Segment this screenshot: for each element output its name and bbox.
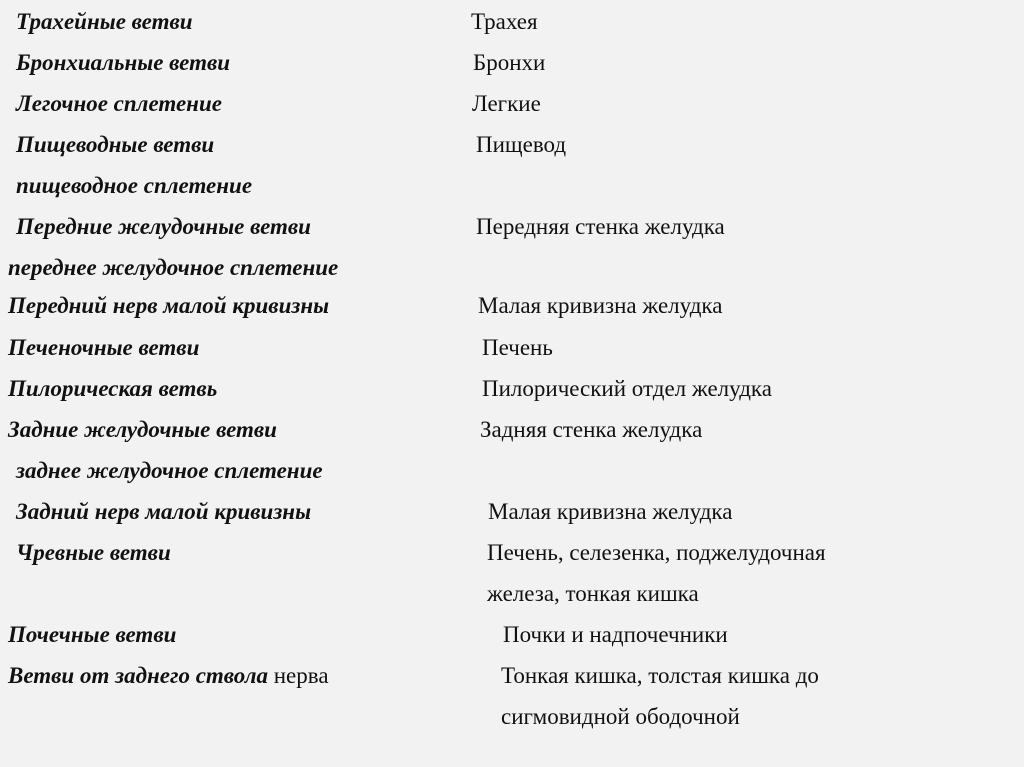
organ-label: Легкие (472, 91, 541, 116)
plexus-label: переднее желудочное сплетение (8, 255, 339, 280)
branch-label: Задние желудочные ветви (8, 417, 277, 442)
organ-label: Передняя стенка желудка (476, 214, 725, 239)
branch-label-group (8, 662, 329, 690)
organ-label: Почки и надпочечники (503, 622, 728, 647)
organ-label: Печень (482, 335, 553, 360)
branch-label: Чревные ветви (16, 540, 171, 565)
organ-label: Задняя стенка желудка (480, 417, 703, 442)
plexus-label: заднее желудочное сплетение (16, 458, 323, 483)
organ-label: Пищевод (476, 132, 567, 157)
plexus-label: пищеводное сплетение (16, 173, 253, 198)
organ-label: Тонкая кишка, толстая кишка до (501, 663, 819, 688)
branch-label: Трахейные ветви (16, 9, 193, 34)
nerve-label: Задний нерв малой кривизны (16, 499, 312, 524)
branch-label: Легочное сплетение (16, 91, 222, 116)
organ-label: Малая кривизна желудка (478, 293, 723, 318)
branch-label: Передние желудочные ветви (16, 214, 311, 239)
branch-label: Пилорическая ветвь (8, 376, 218, 401)
branch-label: Ветви от заднего ствола (8, 663, 268, 688)
branch-label: Бронхиальные ветви (16, 50, 231, 75)
nerve-label: Передний нерв малой кривизны (8, 293, 330, 318)
organ-label-continued: железа, тонкая кишка (487, 581, 699, 606)
organ-label: Бронхи (473, 50, 546, 75)
organ-label: Пилорический отдел желудка (482, 376, 772, 401)
branch-label: Печеночные ветви (8, 335, 200, 360)
organ-label-continued: сигмовидной ободочной (501, 704, 740, 729)
branch-label-suffix: нерва (268, 663, 329, 688)
branch-label: Почечные ветви (8, 622, 177, 647)
branch-label: Пищеводные ветви (16, 132, 215, 157)
organ-label: Печень, селезенка, поджелудочная (487, 540, 826, 565)
organ-label: Трахея (471, 9, 538, 34)
organ-label: Малая кривизна желудка (488, 499, 733, 524)
